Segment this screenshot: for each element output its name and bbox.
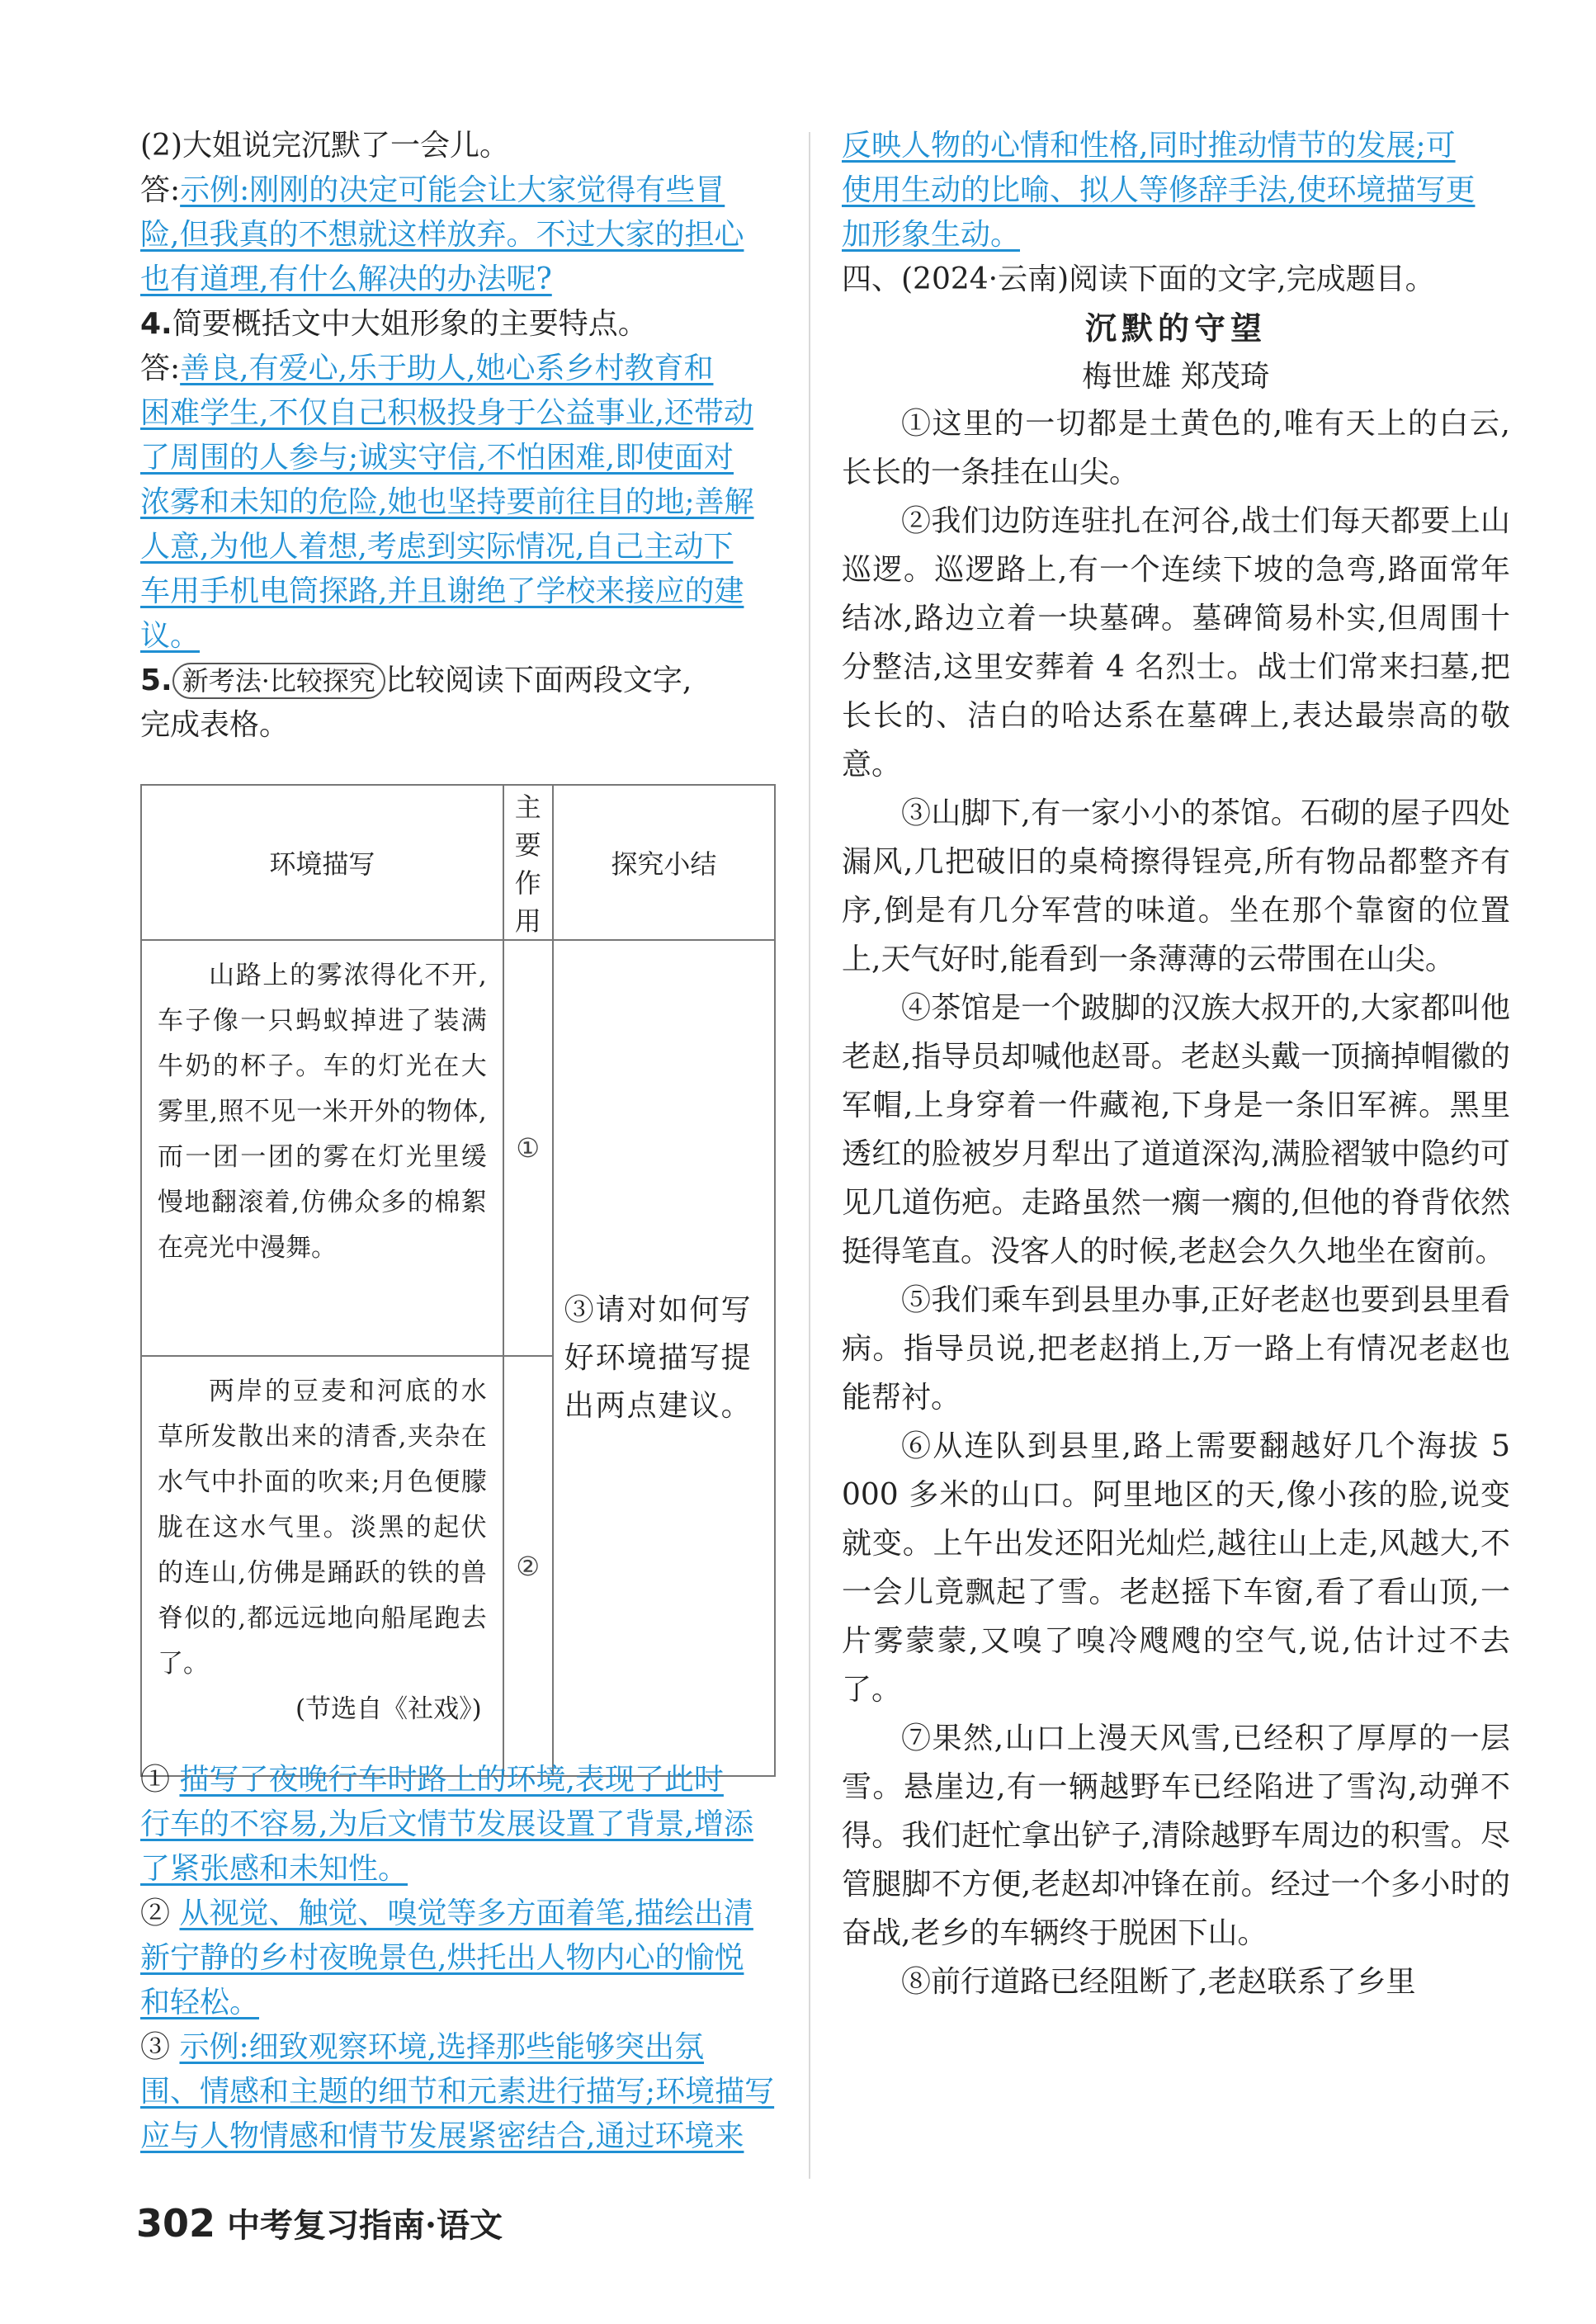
page-number: 302 <box>136 2201 216 2246</box>
a1-line-2: 行车的不容易,为后文情节发展设置了背景,增添 <box>140 1807 753 1841</box>
page-footer <box>136 2199 503 2246</box>
book-title: 中考复习指南·语文 <box>227 2206 503 2245</box>
a2-line-3: 和轻松。 <box>140 1986 260 2019</box>
article-paragraph: ⑧前行道路已经阻断了,老赵联系了乡里 <box>901 1965 1416 1999</box>
passage-cell-2 <box>141 1356 503 1776</box>
q3-sub2-prompt: (2)大姐说完沉默了一会儿。 <box>140 129 509 163</box>
answer-label: 答: <box>140 173 181 207</box>
a2-line-2: 新宁静的乡村夜晚景色,烘托出人物内心的愉悦 <box>140 1941 744 1975</box>
article-authors: 梅世雄 郑茂琦 <box>1082 360 1270 394</box>
q3-sub2-answer-line-1 <box>140 168 776 213</box>
q5-prompt <box>140 659 776 703</box>
a1-line-1 <box>140 1758 784 1802</box>
header-main-function-line2: 作用 <box>514 867 541 937</box>
q5-answers <box>140 1758 784 2159</box>
article-paragraph: ⑥从连队到县里,路上需要翻越好几个海拔 5 000 多米的山口。阿里地区的天,像小孩的脸,说变就变。上午出发还阳光灿烂,越往山上走,风越大,不一会儿竟飘起了雪。老赵摇下车窗,看了看山顶,一片雾蒙蒙,又嗅了嗅冷飕飕的空气,说,估计过不去了。 <box>842 1429 1510 1707</box>
question-number: 5. <box>140 664 172 697</box>
a3-continued-line-2: 使用生动的比喻、拟人等修辞手法,使环境描写更 <box>842 173 1476 207</box>
question-text: 简要概括文中大姐形象的主要特点。 <box>172 307 648 341</box>
answer-label: 答: <box>140 352 181 385</box>
q4-answer-line-2: 困难学生,不仅自己积极投身于公益事业,还带动 <box>140 396 753 430</box>
comparison-table <box>140 784 776 1777</box>
question-text: 比较阅读下面两段文字, <box>385 664 692 697</box>
answer-mark: ① <box>140 1763 171 1797</box>
passage-text-2: 两岸的豆麦和河底的水草所发散出来的清香,夹杂在水气中扑面的吹来;月色便朦胧在这水气里。淡黑的起伏的连山,仿佛是踊跃的铁的兽脊似的,都远远地向船尾跑去了。 <box>158 1377 487 1679</box>
q4-answer-line-3: 了周围的人参与;诚实守信,不怕困难,即使面对 <box>140 441 734 475</box>
a3-line-3: 应与人物情感和情节发展紧密结合,通过环境来 <box>140 2119 744 2153</box>
q4-answer-line-7: 议。 <box>140 619 201 653</box>
table-header-row <box>141 785 775 940</box>
left-column <box>140 124 776 2153</box>
passage-cell-1 <box>141 940 503 1356</box>
answer-text: 从视觉、触觉、嗅觉等多方面着笔,描绘出清 <box>179 1897 753 1930</box>
question-number: 4. <box>140 307 172 341</box>
answer-text: 善良,有爱心,乐于助人,她心系乡村教育和 <box>180 352 714 385</box>
q3-sub2-answer-line-3: 也有道理,有什么解决的办法呢? <box>140 262 552 296</box>
a1-line-3: 了紧张感和未知性。 <box>140 1852 408 1886</box>
summary-cell <box>553 940 775 1776</box>
article-paragraph: ②我们边防连驻扎在河谷,战士们每天都要上山巡逻。巡逻路上,有一个连续下坡的急弯,路面常年结冰,路边立着一块墓碑。墓碑简易朴实,但周围十分整洁,这里安葬着 4 名烈士。战士们常来扫墓,把长长的、洁白的哈达系在墓碑上,表达最崇高的敬意。 <box>842 504 1510 782</box>
q5-prompt-line-2: 完成表格。 <box>140 708 290 742</box>
answer-mark: ② <box>140 1897 171 1930</box>
answer-mark: ③ <box>140 2030 171 2064</box>
passage-text-1: 山路上的雾浓得化不开,车子像一只蚂蚁掉进了装满牛奶的杯子。车的灯光在大雾里,照不见一米开外的物体,而一团一团的雾在灯光里缓慢地翻滚着,仿佛众多的棉絮在亮光中漫舞。 <box>158 961 487 1263</box>
q4-answer-line-1 <box>140 347 776 391</box>
a3-continued-line-3: 加形象生动。 <box>842 218 1021 252</box>
q4-prompt <box>140 302 776 347</box>
header-main-function-line1: 主要 <box>514 791 541 861</box>
a3-line-1 <box>140 2025 784 2070</box>
section-4-heading: 四、(2024·云南)阅读下面的文字,完成题目。 <box>842 262 1435 296</box>
question-tag: 新考法·比较探究 <box>172 663 385 699</box>
function-cell-2: ② <box>503 1356 553 1776</box>
q4-answer-line-6: 车用手机电筒探路,并且谢绝了学校来接应的建 <box>140 574 744 608</box>
header-summary: 探究小结 <box>553 785 775 940</box>
q4-answer-line-5: 人意,为他人着想,考虑到实际情况,自己主动下 <box>140 530 734 564</box>
article-paragraph: ⑦果然,山口上漫天风雪,已经积了厚厚的一层雪。悬崖边,有一辆越野车已经陷进了雪沟,动弹不得。我们赶忙拿出铲子,清除越野车周边的积雪。尽管腿脚不方便,老赵却冲锋在前。经过一个多小时的奋战,老乡的车辆终于脱困下山。 <box>842 1722 1510 1950</box>
header-env-desc: 环境描写 <box>141 785 503 940</box>
header-main-function <box>503 785 553 940</box>
summary-text: ③请对如何写好环境描写提出两点建议。 <box>564 1292 753 1423</box>
q3-sub2-answer-line-2: 险,但我真的不想就这样放弃。不过大家的担心 <box>140 218 744 252</box>
table-row <box>141 940 775 1356</box>
a3-continued-line-1: 反映人物的心情和性格,同时推动情节的发展;可 <box>842 129 1456 163</box>
a3-line-2: 围、情感和主题的细节和元素进行描写;环境描写 <box>140 2075 775 2109</box>
column-divider <box>809 132 810 2179</box>
answer-text: 示例:刚刚的决定可能会让大家觉得有些冒 <box>180 173 725 207</box>
function-cell-1: ① <box>503 940 553 1356</box>
article-title: 沉默的守望 <box>1084 310 1267 347</box>
passage-source: (节选自《社戏》) <box>295 1694 482 1724</box>
q4-answer-line-4: 浓雾和未知的危险,她也坚持要前往目的地;善解 <box>140 485 754 519</box>
article-paragraph: ③山脚下,有一家小小的茶馆。石砌的屋子四处漏风,几把破旧的桌椅擦得锃亮,所有物品都整齐有序,倒是有几分军营的味道。坐在那个靠窗的位置上,天气好时,能看到一条薄薄的云带围在山尖。 <box>842 796 1510 976</box>
right-column <box>842 124 1510 2006</box>
a2-line-1 <box>140 1892 784 1936</box>
article-paragraph: ④茶馆是一个跛脚的汉族大叔开的,大家都叫他老赵,指导员却喊他赵哥。老赵头戴一顶摘掉帽徽的军帽,上身穿着一件藏袍,下身是一条旧军裤。黑里透红的脸被岁月犁出了道道深沟,满脸褶皱中隐约可见几道伤疤。走路虽然一瘸一瘸的,但他的脊背依然挺得笔直。没客人的时候,老赵会久久地坐在窗前。 <box>842 991 1510 1268</box>
article-paragraph: ⑤我们乘车到县里办事,正好老赵也要到县里看病。指导员说,把老赵捎上,万一路上有情况老赵也能帮衬。 <box>842 1283 1510 1415</box>
answer-text: 示例:细致观察环境,选择那些能够突出氛 <box>179 2030 705 2064</box>
answer-text: 描写了夜晚行车时路上的环境,表现了此时 <box>179 1763 724 1797</box>
article-paragraph: ①这里的一切都是土黄色的,唯有天上的白云,长长的一条挂在山尖。 <box>842 407 1510 489</box>
